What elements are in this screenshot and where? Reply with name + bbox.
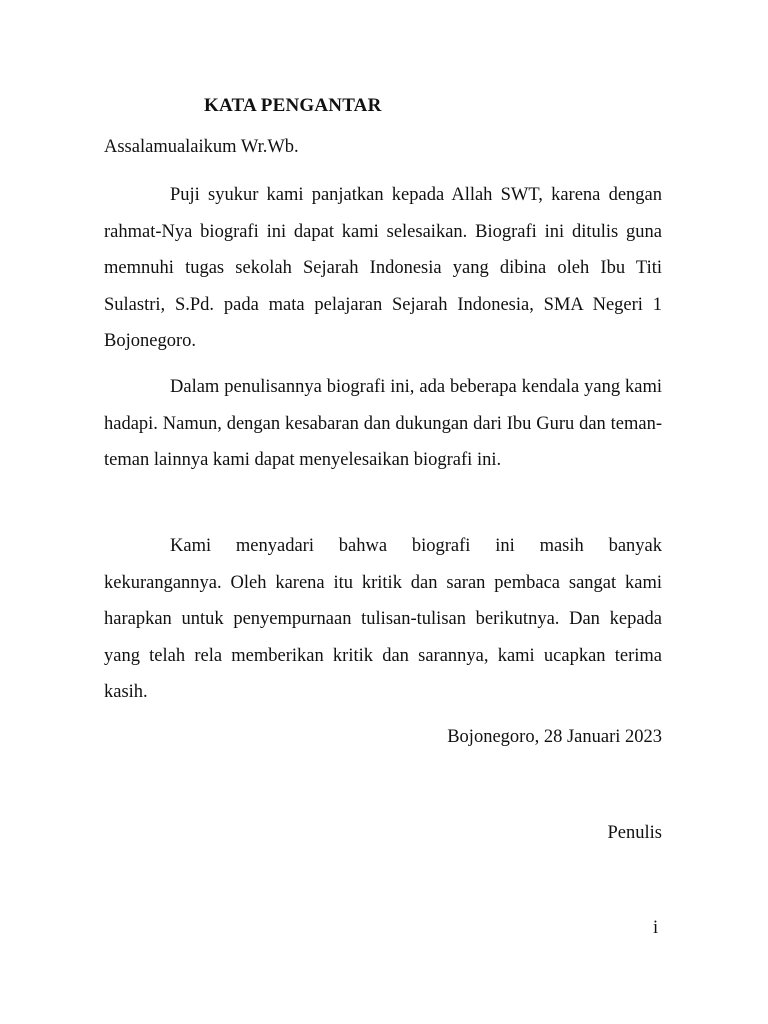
place-date: Bojonegoro, 28 Januari 2023 xyxy=(447,727,662,747)
signature-label: Penulis xyxy=(607,823,662,843)
greeting-line: Assalamualaikum Wr.Wb. xyxy=(104,137,299,157)
paragraph-3: Kami menyadari bahwa biografi ini masih banyak kekurangannya. Oleh karena itu kritik dan saran pembaca sangat kami harapkan untuk penyempurnaan tulisan-tulisan berikutnya. Dan kepada yang telah rela memberikan kritik dan sarannya, kami ucapkan terima kasih. xyxy=(104,536,662,702)
paragraph-2: Dalam penulisannya biografi ini, ada beberapa kendala yang kami hadapi. Namun, dengan kesabaran dan dukungan dari Ibu Guru dan teman-teman lainnya kami dapat menyelesaikan biografi ini. xyxy=(104,377,662,470)
paragraph-1: Puji syukur kami panjatkan kepada Allah SWT, karena dengan rahmat-Nya biografi ini dapat kami selesaikan. Biografi ini ditulis guna memnuhi tugas sekolah Sejarah Indonesia yang dibina oleh Ibu Titi Sulastri, S.Pd. pada mata pelajaran Sejarah Indonesia, SMA Negeri 1 Bojonegoro. xyxy=(104,185,662,351)
page-title: KATA PENGANTAR xyxy=(204,95,382,116)
page-number: i xyxy=(653,918,659,938)
